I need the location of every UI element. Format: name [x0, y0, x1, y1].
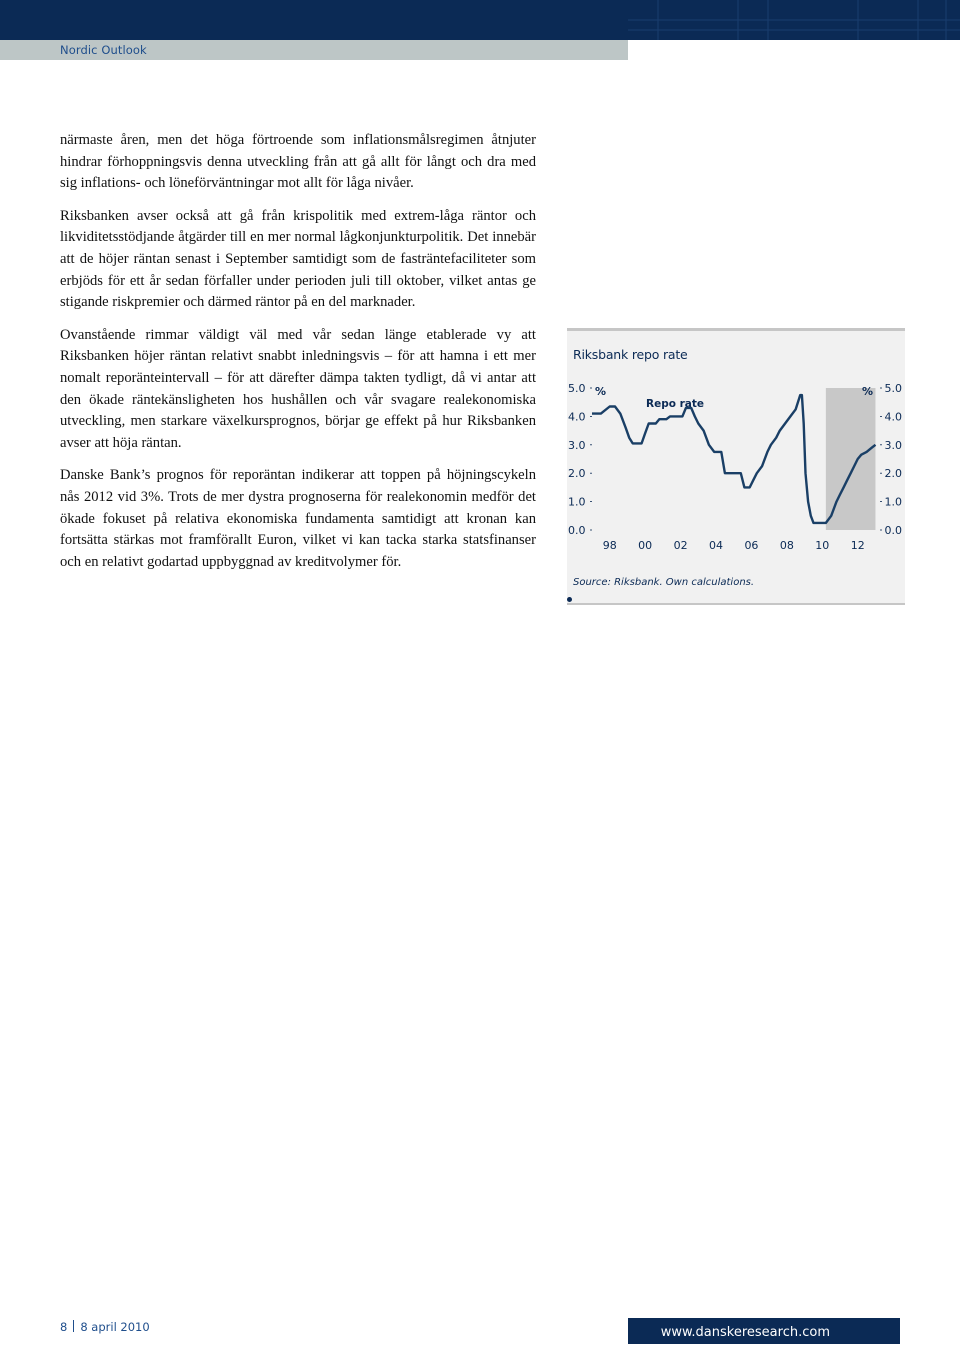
- repo-rate-chart: [567, 378, 905, 558]
- x-tick-label: 02: [673, 539, 688, 552]
- page-number: 8: [60, 1320, 68, 1334]
- y-tick-label-left: 5.0: [568, 382, 586, 395]
- paragraph: Danske Bank’s prognos för reporäntan indikerar att toppen på höjningscykeln nås 2012 vid 3%. Trots de mer dystra prognoserna för realekonomin medför det ökade fokuset på relativa ekonomiska fundamenta samtidigt att kronan kan fortsätta stärkas mot framförallt Euron, vilket vi kan tacka starka statsfinanser och en relativt godartad uppbyggnad av kreditvolymer för.: [60, 467, 536, 570]
- paragraph: Riksbanken avser också att gå från krispolitik med extrem-låga räntor och likviditetsstödjande åtgärder till en mer normal lågkonjunkturpolitik. Det innebär att de höjer räntan senast i September samtidigt som de fasträntefaciliteter som erbjöds för ett år sedan förfaller under perioden juli till oktober, vilket antas ge stigande riskpremier och därmed räntor på en del marknader.: [60, 207, 536, 311]
- chart-title: Riksbank repo rate: [573, 347, 688, 362]
- paragraph: Ovanstående rimmar väldigt väl med vår sedan länge etablerade vy att Riksbanken höjer räntan relativt snabbt inledningsvis – för att hamna i ett mer nomalt reporänteintervall – för att därefter dämpa takten tydligt, då vi antar att den ökade räntekänsligheten hos hushållen och vår svagare realekonomiska utveckling, men starkare växelkursprognos, börjar ge effekt på hur Riksbanken avser att höja räntan.: [60, 326, 536, 451]
- y-tick-label-left: 0.0: [568, 524, 586, 537]
- y-tick-label-right: 3.0: [884, 438, 902, 452]
- y-tick-label-left: 2.0: [568, 467, 586, 481]
- main-text: [60, 130, 536, 584]
- paragraph: närmaste åren, men det höga förtroende som inflationsmålsregimen åtnjuter hindrar förhoppningsvis denna utveckling från att gå allt för långt och dra med sig inflations- och löneförväntningar mot allt för låga nivåer.: [60, 132, 536, 192]
- y-axis-unit-left: %: [595, 385, 607, 398]
- x-tick-label: 04: [709, 539, 724, 552]
- footer-page-info: [60, 1320, 150, 1334]
- x-tick-label: 98: [602, 539, 617, 552]
- y-tick-label-left: 4.0: [568, 410, 586, 424]
- website-link[interactable]: www.danskeresearch.com: [660, 1325, 830, 1340]
- x-tick-label: 10: [815, 539, 830, 552]
- footer-url-bar: [628, 1318, 900, 1344]
- publication-title: Nordic Outlook: [60, 43, 147, 57]
- header-strip-right: [628, 40, 960, 60]
- y-tick-label-right: 4.0: [884, 410, 902, 424]
- x-tick-label: 00: [638, 539, 653, 552]
- top-banner: [0, 0, 960, 40]
- series-label: Repo rate: [646, 398, 704, 410]
- y-tick-label-right: 2.0: [884, 467, 902, 481]
- y-tick-label-left: 3.0: [568, 438, 586, 452]
- x-tick-label: 06: [744, 539, 759, 552]
- y-tick-label-right: 5.0: [884, 382, 902, 395]
- banner-grid-pattern: [628, 0, 960, 40]
- chart-source: Source: Riksbank. Own calculations.: [573, 577, 755, 588]
- panel-bullet: [567, 597, 572, 602]
- divider: [73, 1320, 74, 1332]
- x-tick-label: 12: [850, 539, 865, 552]
- y-tick-label-left: 1.0: [568, 495, 586, 509]
- y-axis-unit-right: %: [862, 385, 874, 398]
- y-tick-label-right: 0.0: [884, 524, 902, 537]
- publication-date: 8 april 2010: [80, 1320, 150, 1334]
- x-tick-label: 08: [779, 539, 794, 552]
- y-tick-label-right: 1.0: [884, 495, 902, 509]
